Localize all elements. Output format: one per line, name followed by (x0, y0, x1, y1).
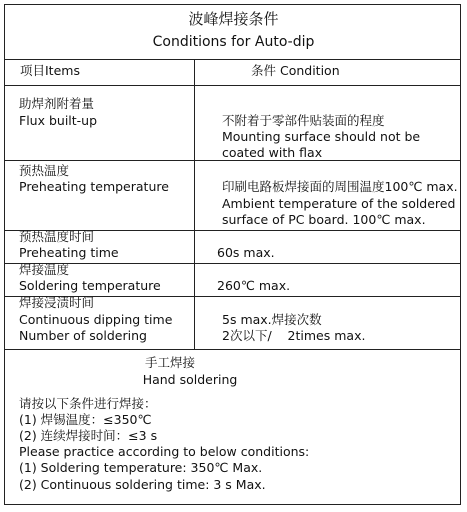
hand-line: (1) Soldering temperature: 350℃ Max. (19, 460, 263, 475)
row-item-line: 助焊剂附着量 (19, 96, 95, 111)
column-divider (194, 59, 195, 349)
header-condition: 条件 Condition (251, 63, 340, 78)
row-item-line: 焊接温度 (19, 262, 70, 277)
divider (5, 59, 460, 60)
row-item-line: Soldering temperature (19, 278, 161, 293)
row-item-line: 焊接浸渍时间 (19, 295, 95, 310)
hand-line: (2) 连续焊接时间：≤3 s (19, 428, 158, 443)
header-items: 项目Items (20, 63, 80, 78)
row-condition-line: 不附着于零部件贴装面的程度 (222, 113, 385, 128)
divider (5, 349, 460, 350)
row-item-line: Preheating temperature (19, 179, 169, 194)
row-item-line: 预热温度 (19, 163, 70, 178)
row-item-line: 预热温度时间 (19, 229, 95, 244)
row-item-line: Preheating time (19, 245, 119, 260)
title-cn: 波峰焊接条件 (188, 10, 279, 28)
hand-line: 请按以下条件进行焊接： (19, 396, 157, 411)
row-item-line: Number of soldering (19, 328, 147, 343)
row-item-line: Continuous dipping time (19, 312, 173, 327)
title-en: Conditions for Auto-dip (152, 34, 315, 50)
hand-title-en: Hand soldering (142, 372, 238, 387)
row-condition-line: Mounting surface should not be (222, 129, 421, 144)
row-condition-line: Ambient temperature of the soldered (222, 196, 456, 211)
hand-line: (1) 焊锡温度：≤350℃ (19, 412, 152, 427)
row-condition-line: 260℃ max. (217, 278, 291, 293)
hand-title-cn: 手工焊接 (144, 355, 195, 370)
row-condition-line: 5s max.焊接次数 (222, 312, 322, 327)
row-item-line: Flux built-up (19, 113, 98, 128)
hand-line: (2) Continuous soldering time: 3 s Max. (19, 477, 266, 492)
hand-line: Please practice according to below conditions: (19, 444, 310, 459)
row-condition-line: 2次以下/ 2times max. (222, 328, 366, 343)
row-condition-line: 60s max. (217, 245, 275, 260)
divider (5, 263, 460, 264)
row-condition-line: 印刷电路板焊接面的周围温度100℃ max. (222, 179, 458, 194)
divider (5, 85, 460, 86)
row-condition-line: surface of PC board. 100℃ max. (222, 212, 426, 227)
row-condition-line: coated with flax (222, 145, 323, 160)
